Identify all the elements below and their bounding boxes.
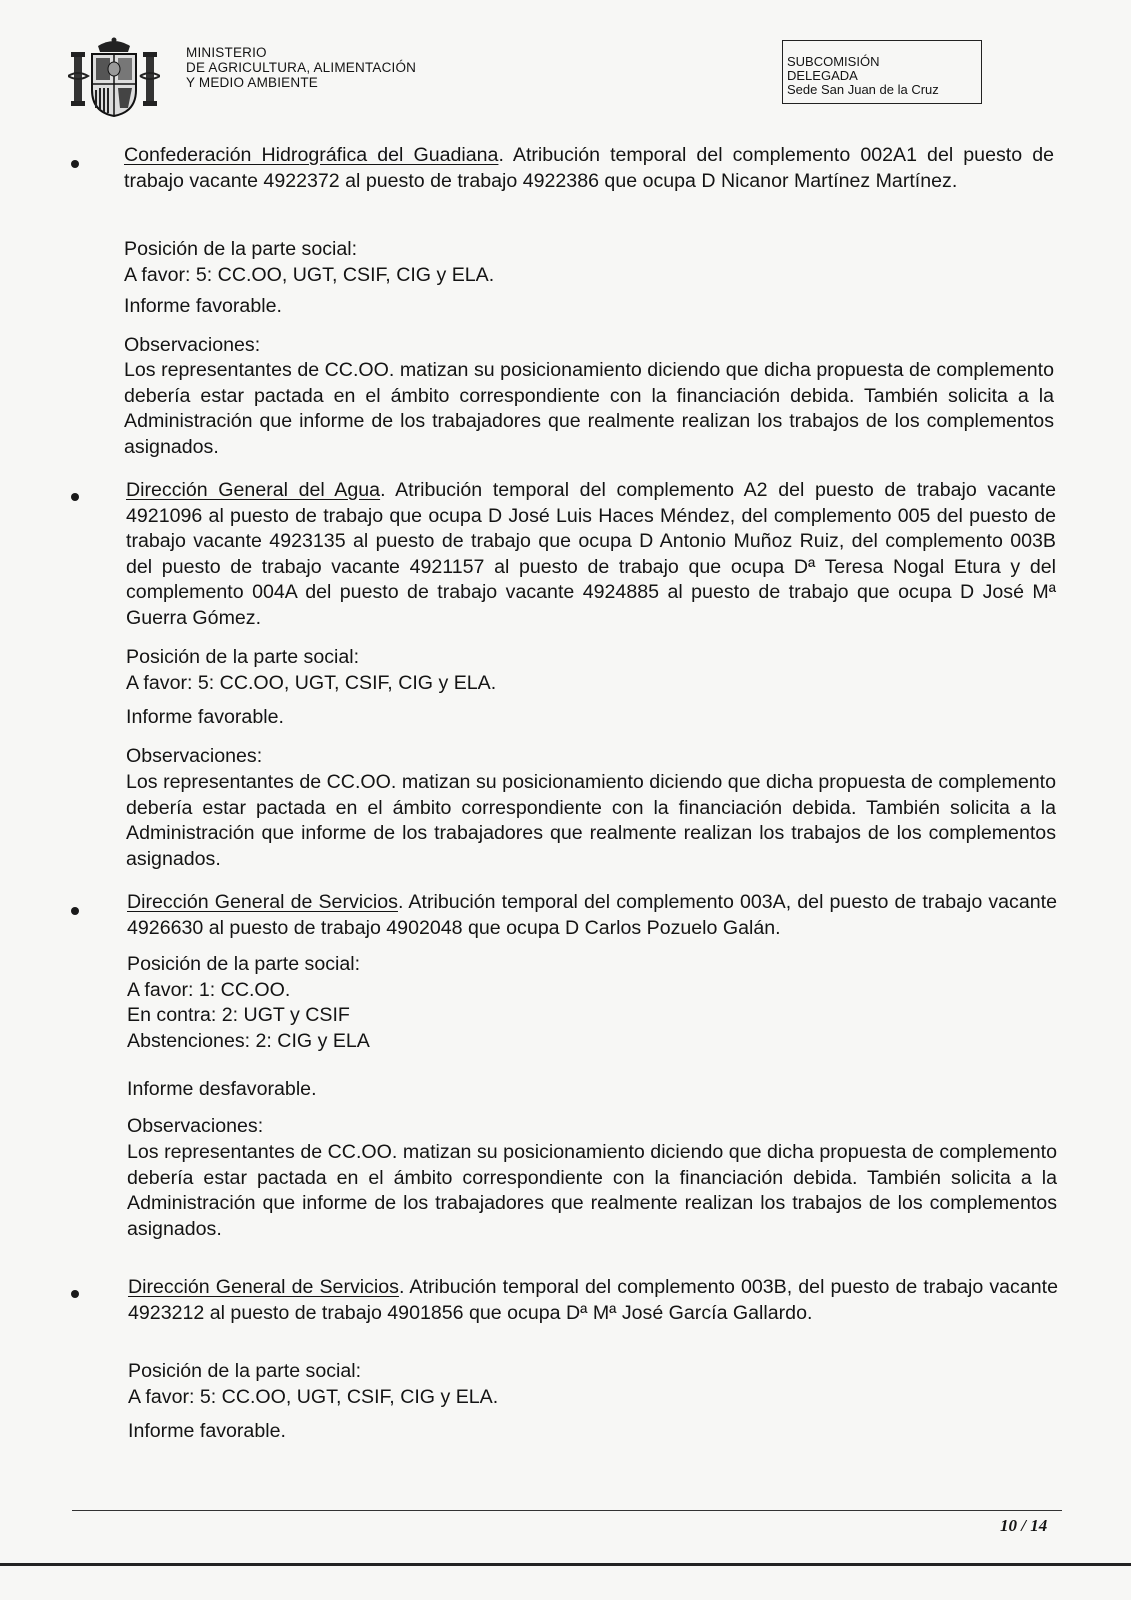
observations-text: Los representantes de CC.OO. matizan su posicionamiento diciendo que dicha propuesta de complemento debería estar pactada en el ámbito correspondiente con la financiación debida. También solicita a la Administración que informe de los trabajadores que realmente realizan los trabajos de los complementos asignados. bbox=[127, 1141, 1057, 1240]
bullet-icon bbox=[71, 1290, 79, 1298]
report-result: Informe favorable. bbox=[126, 706, 284, 728]
bullet-icon bbox=[71, 160, 79, 168]
social-position: Posición de la parte social: A favor: 1: CC.OO. En contra: 2: UGT y CSIF Abstenciones: 2: CIG y ELA bbox=[127, 953, 370, 1052]
item-description: Dirección General del Agua. Atribución temporal del complemento A2 del puesto de trabajo vacante 4921096 al puesto de trabajo que ocupa D José Luis Haces Méndez, del complemento 005 del puesto de trabajo vacante 4923135 al puesto de trabajo que ocupa D Antonio Muñoz Ruiz, del complemento 003B del puesto de trabajo vacante 4921157 al puesto de trabajo que ocupa Dª Teresa Nogal Etura y del complemento 004A del puesto de trabajo vacante 4924885 al puesto de trabajo que ocupa D José Mª Guerra Gómez. bbox=[126, 479, 1057, 629]
report-result: Informe favorable. bbox=[128, 1420, 286, 1442]
report-result: Informe desfavorable. bbox=[127, 1078, 317, 1100]
subcommission-box: SUBCOMISIÓN DELEGADA Sede San Juan de la Cruz bbox=[782, 40, 982, 104]
footer-divider bbox=[72, 1510, 1062, 1511]
page-number: 10 / 14 bbox=[1000, 1516, 1048, 1535]
observations-text: Los representantes de CC.OO. matizan su posicionamiento diciendo que dicha propuesta de complemento debería estar pactada en el ámbito correspondiente con la financiación debida. También solicita a la Administración que informe de los trabajadores que realmente realizan los trabajos de los complementos asignados. bbox=[126, 771, 1056, 870]
item-description: Confederación Hidrográfica del Guadiana. Atribución temporal del complemento 002A1 del puesto de trabajo vacante 4922372 al puesto de trabajo 4922386 que ocupa D Nicanor Martínez Martínez. bbox=[124, 144, 1054, 192]
social-position: Posición de la parte social: A favor: 5: CC.OO, UGT, CSIF, CIG y ELA. bbox=[126, 646, 497, 694]
item-description: Dirección General de Servicios. Atribución temporal del complemento 003B, del puesto de trabajo vacante 4923212 al puesto de trabajo 4901856 que ocupa Dª Mª José García Gallardo. bbox=[128, 1276, 1058, 1324]
report-result: Informe favorable. bbox=[124, 295, 282, 317]
observations-label: Observaciones: bbox=[126, 745, 263, 767]
page-header bbox=[0, 0, 1131, 130]
observations-label: Observaciones: bbox=[124, 334, 261, 356]
organization-name: Dirección General del Agua bbox=[126, 479, 381, 501]
organization-name: Confederación Hidrográfica del Guadiana bbox=[124, 144, 499, 166]
ministry-name: MINISTERIO DE AGRICULTURA, ALIMENTACIÓN Y MEDIO AMBIENTE bbox=[186, 45, 417, 90]
social-position: Posición de la parte social: A favor: 5: CC.OO, UGT, CSIF, CIG y ELA. bbox=[124, 238, 495, 286]
bullet-icon bbox=[71, 907, 79, 915]
item-description: Dirección General de Servicios. Atribución temporal del complemento 003A, del puesto de trabajo vacante 4926630 al puesto de trabajo 4902048 que ocupa D Carlos Pozuelo Galán. bbox=[127, 891, 1057, 939]
organization-name: Dirección General de Servicios bbox=[128, 1276, 399, 1298]
organization-name: Dirección General de Servicios bbox=[127, 891, 398, 913]
bullet-icon bbox=[71, 493, 79, 501]
observations-text: Los representantes de CC.OO. matizan su posicionamiento diciendo que dicha propuesta de complemento debería estar pactada en el ámbito correspondiente con la financiación debida. También solicita a la Administración que informe de los trabajadores que realmente realizan los trabajos de los complementos asignados. bbox=[124, 359, 1054, 458]
social-position: Posición de la parte social: A favor: 5: CC.OO, UGT, CSIF, CIG y ELA. bbox=[128, 1360, 499, 1408]
spain-coat-of-arms-icon bbox=[68, 36, 160, 120]
observations-label: Observaciones: bbox=[127, 1115, 264, 1137]
bottom-divider bbox=[0, 1563, 1131, 1566]
